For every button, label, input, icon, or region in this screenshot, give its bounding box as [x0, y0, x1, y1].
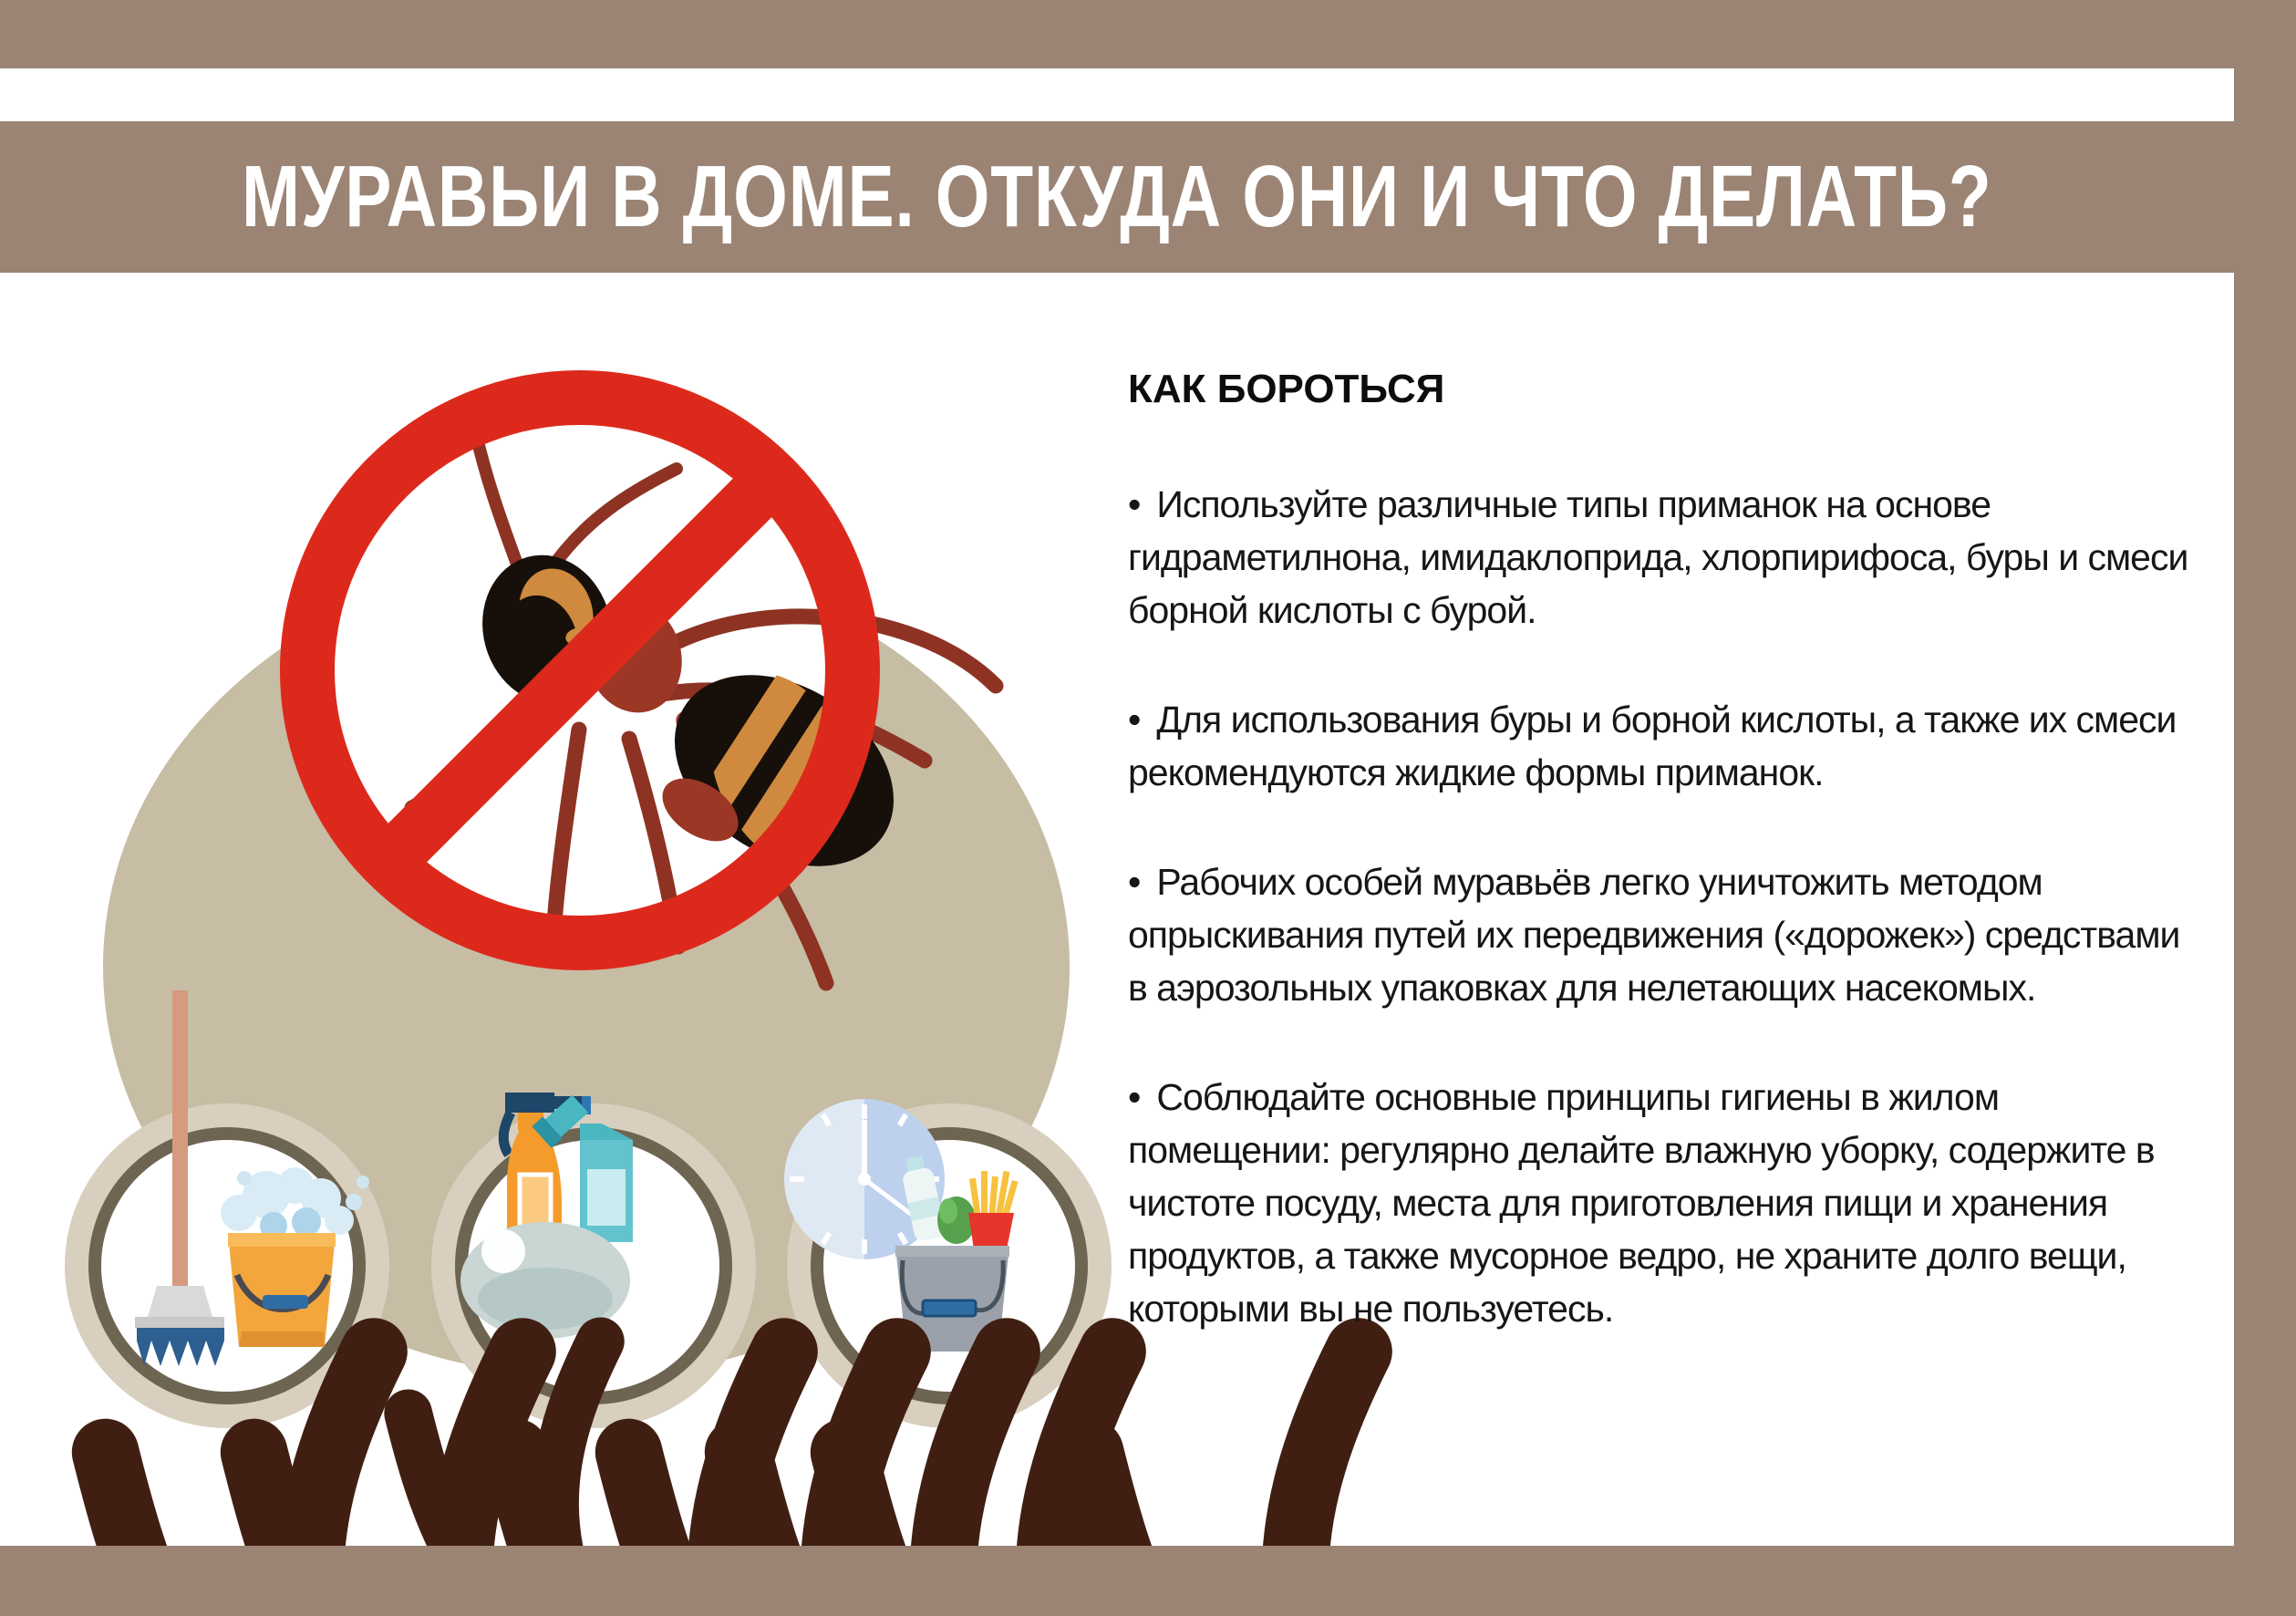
- how-to-fight-section: [1128, 363, 2190, 1335]
- advice-list: [1128, 478, 2190, 1335]
- page-title: МУРАВЬИ В ДОМЕ. ОТКУДА ОНИ И ЧТО ДЕЛАТЬ?: [242, 148, 1992, 245]
- bottom-brown-bar: [0, 1546, 2296, 1616]
- right-brown-rail: [2234, 0, 2296, 1616]
- advice-item: • Для использования буры и борной кислоты, а также их смеси рекомендуются жидкие формы приманок.: [1128, 693, 2190, 799]
- advice-item: • Рабочих особей муравьёв легко уничтожить методом опрыскивания путей их передвижения («дорожек») средствами в аэрозольных упаковках для нелетающих насекомых.: [1128, 855, 2190, 1014]
- advice-item: • Используйте различные типы приманок на основе гидраметилнона, имидаклоприда, хлорпирифоса, буры и смеси борной кислоты с бурой.: [1128, 478, 2190, 637]
- section-heading: КАК БОРОТЬСЯ: [1128, 367, 1445, 411]
- advice-item: • Соблюдайте основные принципы гигиены в жилом помещении: регулярно делайте влажную уборку, содержите в чистоте посуду, места для приготовления пищи и хранения продуктов, а также мусорное ведро, не храните долго вещи, которыми вы не пользуетесь.: [1128, 1071, 2190, 1335]
